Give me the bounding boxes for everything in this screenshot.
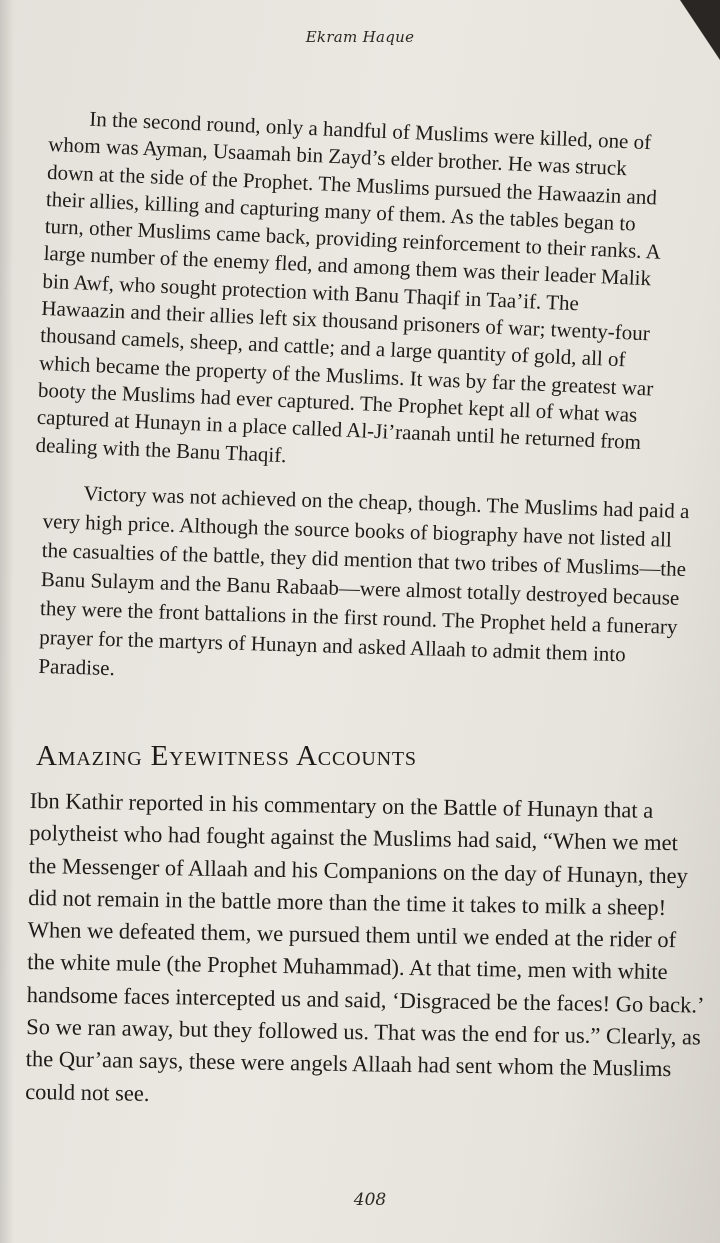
- paragraph-second-round: In the second round, only a handful of Muslims were killed, one of whom was Ayman, Usaamah bin Zayd’s elder brother. He was struck down at the side of the Prophet. The Muslims pursued the Hawaazin and their allies, killing and capturing many of them. As the tables began to turn, other Muslims came back, providing reinforcement to their ranks. A large number of the enemy fled, and among them was their leader Malik bin Awf, who sought protection with Banu Thaqif in Taa’if. The Hawaazin and their allies left six thousand prisoners of war; twenty-four thousand camels, sheep, and cattle; and a large quantity of gold, all of which became the property of the Muslims. It was by far the greatest war booty the Muslims had ever captured. The Prophet kept all of what was captured at Hunayn in a place called Al-Ji’raanah until he returned from dealing with the Banu Thaqif.: [35, 106, 661, 467]
- paragraph-victory: Victory was not achieved on the cheap, though. The Muslims had paid a very high price. Although the source books of biography have not listed all the casualties of the battle, they did mention that two tribes of Muslims—the Banu Sulaym and the Banu Rabaab—were almost totally destroyed because they were the front battalions in the first round. The Prophet held a funerary prayer for the martyrs of Hunayn and asked Allaah to admit them into Paradise.: [38, 481, 690, 681]
- running-head: Ekram Haque: [305, 28, 415, 46]
- page-number: 408: [353, 1190, 387, 1210]
- page-gutter-shadow: [0, 0, 14, 1243]
- paragraph-eyewitness: Ibn Kathir reported in his commentary on the Battle of Hunayn that a polytheist who had fought against the Muslims had said, “When we met the Messenger of Allaah and his Companions on the day of Hunayn, they did not remain in the battle more than the time it takes to milk a sheep! When we defeated them, we pursued them until we ended at the rider of the white mule (the Prophet Muhammad). At that time, men with white handsome faces intercepted us and said, ‘Disgraced be the faces! Go back.’ So we ran away, but they followed us. That was the end for us.” Clearly, as the Qur’aan says, these were angels Allaah had sent whom the Muslims could not see.: [24, 787, 703, 1106]
- section-heading: Amazing Eyewitness Accounts: [36, 740, 417, 772]
